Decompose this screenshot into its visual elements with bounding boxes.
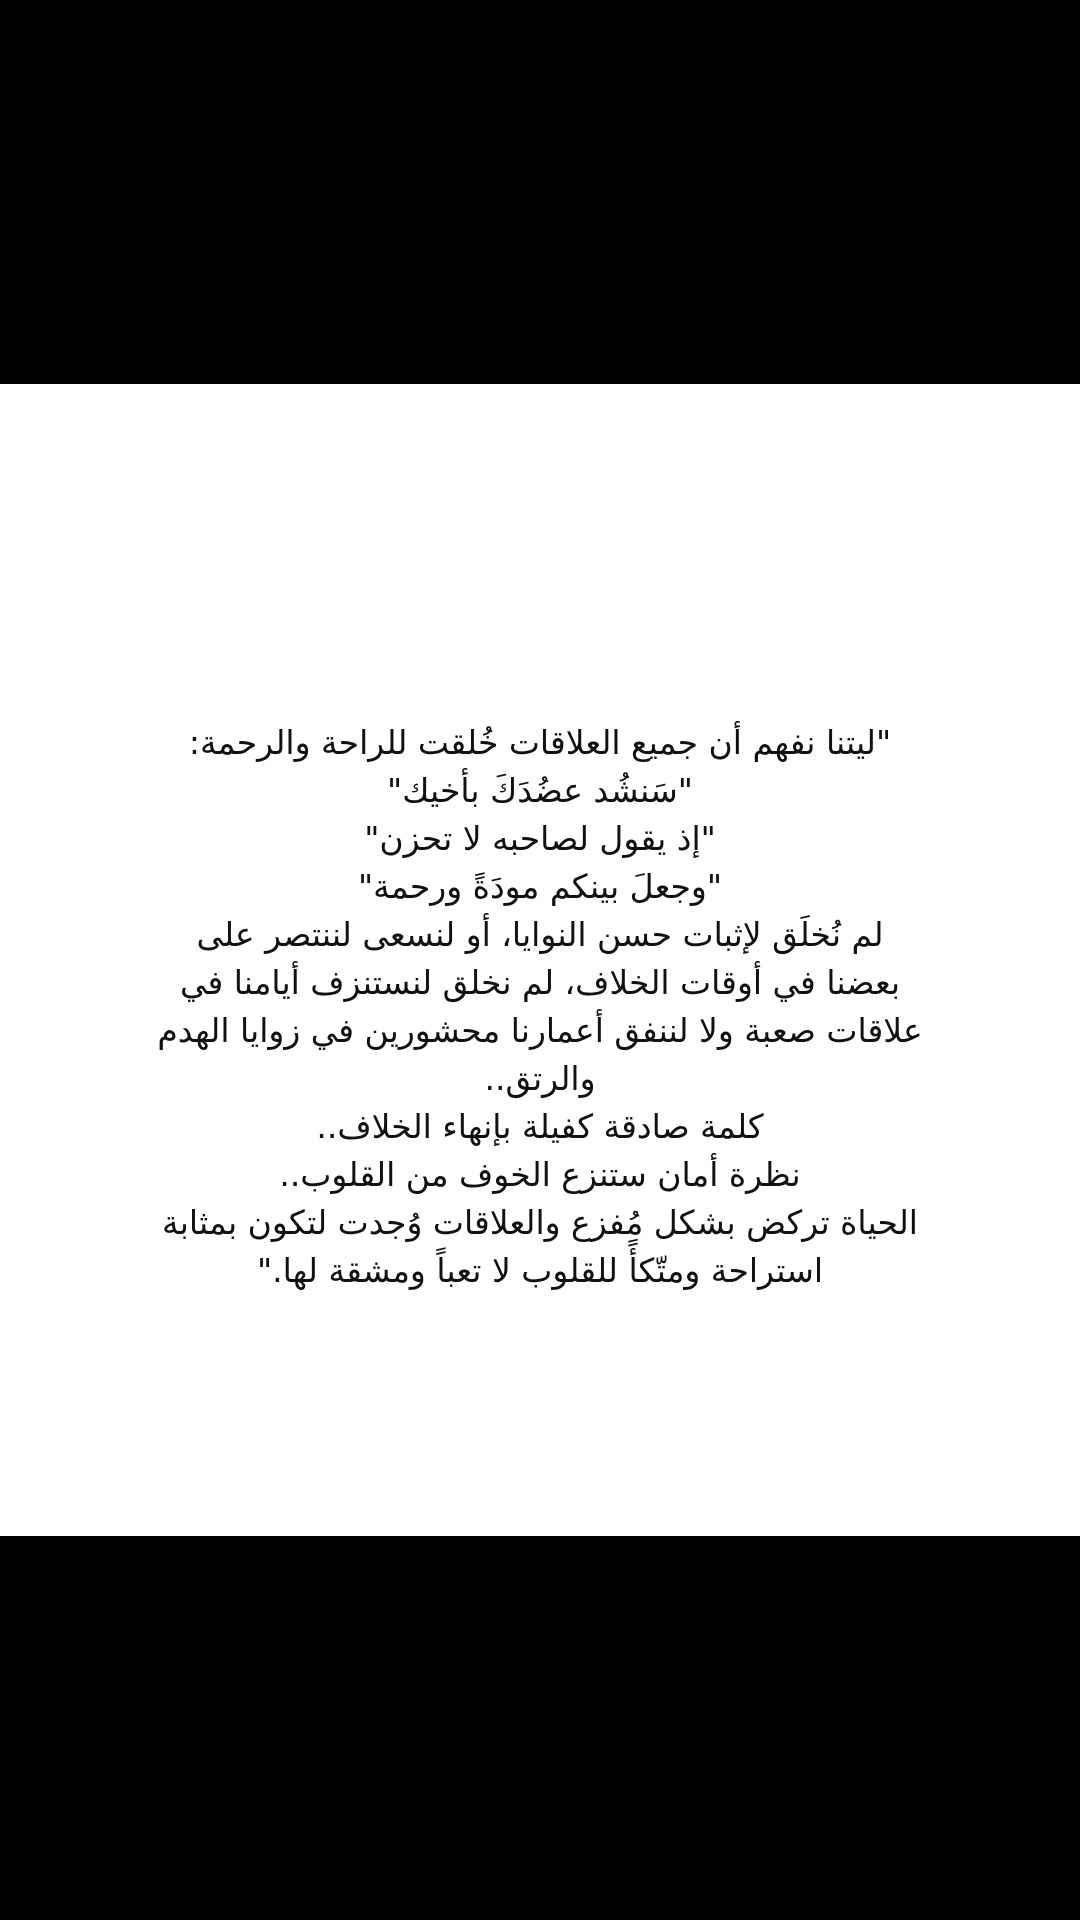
quote-line: لم نُخلَق لإثبات حسن النوايا، أو لنسعى لننتصر على [196, 915, 884, 954]
quote-line: علاقات صعبة ولا لننفق أعمارنا محشورين في زوايا الهدم [157, 1011, 923, 1050]
quote-line: والرتق.. [484, 1059, 596, 1098]
quote-line: "سَنشُد عضُدَكَ بأخيك" [387, 771, 693, 810]
quote-line: الحياة تركض بشكل مُفزع والعلاقات وُجدت لتكون بمثابة [162, 1203, 918, 1242]
bottom-letterbox-bar [0, 1536, 1080, 1920]
quote-line: "وجعلَ بينكم مودَةً ورحمة" [357, 867, 723, 906]
quote-line: استراحة ومتّكأً للقلوب لا تعباً ومشقة لها." [256, 1251, 824, 1290]
top-letterbox-bar [0, 0, 1080, 384]
quote-line: كلمة صادقة كفيلة بإنهاء الخلاف.. [316, 1107, 764, 1146]
quote-card [0, 384, 1080, 1536]
quote-line: نظرة أمان ستنزع الخوف من القلوب.. [279, 1155, 801, 1194]
quote-line: "ليتنا نفهم أن جميع العلاقات خُلقت للراحة والرحمة: [188, 723, 892, 762]
quote-text [150, 719, 930, 1295]
quote-line: "إذ يقول لصاحبه لا تحزن" [364, 819, 716, 858]
quote-line: بعضنا في أوقات الخلاف، لم نخلق لنستنزف أيامنا في [179, 963, 901, 1002]
